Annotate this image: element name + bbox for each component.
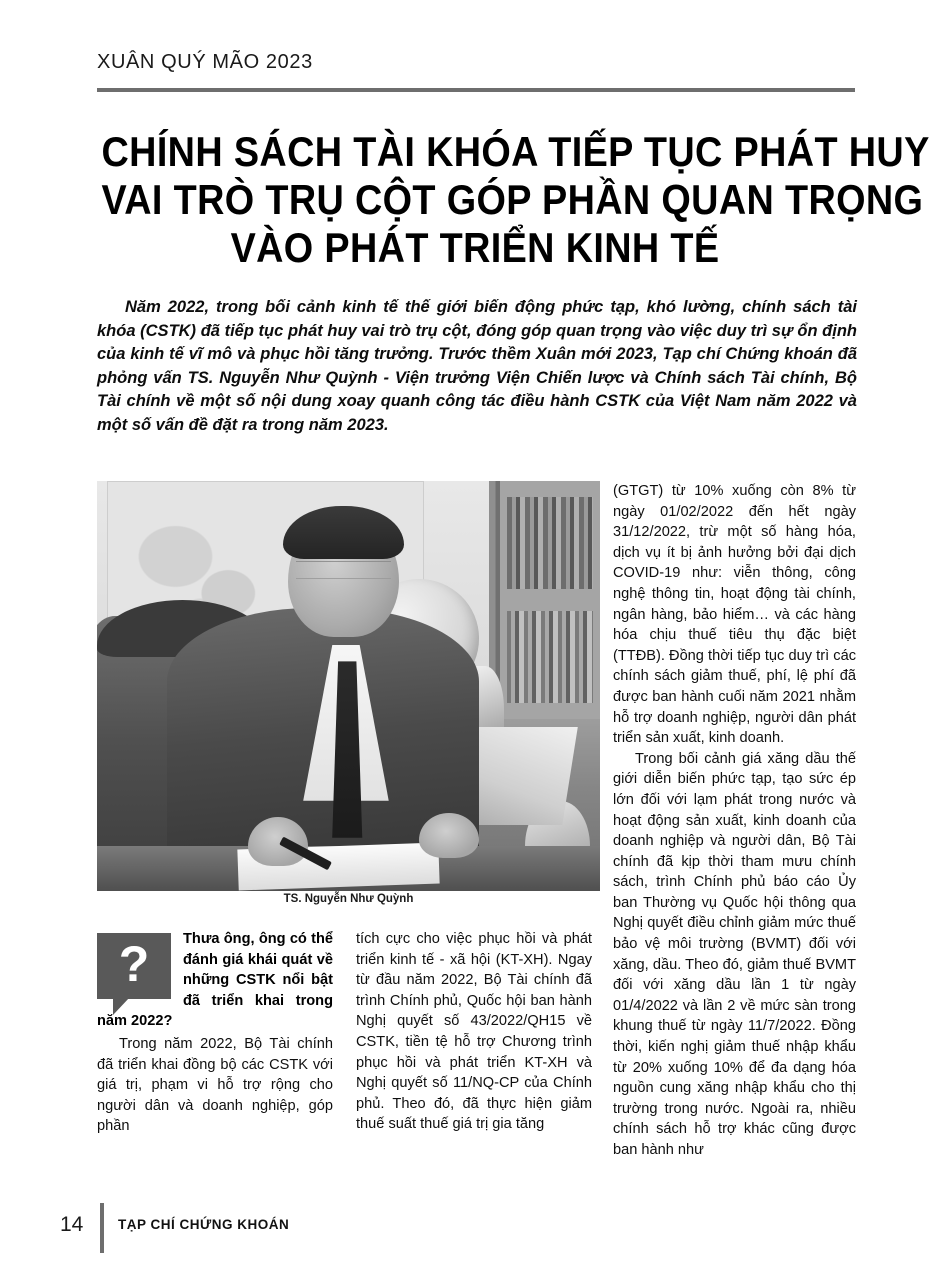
headline-line-2: VAI TRÒ TRỤ CỘT GÓP PHẦN QUAN TRỌNG xyxy=(101,176,924,223)
interview-question-text: Thưa ông, ông có thể đánh giá khái quát về những CSTK nổi bật đã triển khai trong năm 2022? xyxy=(97,931,333,1030)
body-column-left xyxy=(97,929,333,1137)
paragraph-text: (GTGT) từ 10% xuống còn 8% từ ngày 01/02/2022 đến hết ngày 31/12/2022, trừ một số hàng hóa, dịch vụ ít bị ảnh hưởng bởi đại dịch COVID-19 như: viễn thông, công nghệ thông tin, hoạt động tài chính, ngân hàng, bảo hiểm… và các hàng hóa chịu thuế tiêu thụ đặc biệt (TTĐB). Đồng thời tiếp tục duy trì các chính sách giảm thuế, phí, lệ phí đã được ban hành cuối năm 2021 nhằm hỗ trợ doanh nghiệp, người dân phát triển sản xuất, kinh doanh. xyxy=(613,483,856,747)
header-divider-rule xyxy=(97,88,855,92)
headline-line-3: VÀO PHÁT TRIỂN KINH TẾ xyxy=(230,224,720,271)
footer-divider-rule xyxy=(100,1203,104,1253)
publication-name: TẠP CHÍ CHỨNG KHOÁN xyxy=(118,1217,290,1232)
article-photo xyxy=(97,481,600,891)
interview-question-block xyxy=(97,929,333,1032)
paragraph xyxy=(613,481,856,749)
photo-subject-left-hand xyxy=(248,817,308,866)
article-headline xyxy=(60,128,930,272)
article-lead-paragraph xyxy=(97,296,857,437)
issue-kicker: XUÂN QUÝ MÃO 2023 xyxy=(97,51,313,73)
lead-text: Năm 2022, trong bối cảnh kinh tế thế giới biến động phức tạp, khó lường, chính sách tài khóa (CSTK) đã tiếp tục phát huy vai trò trụ cột, đóng góp quan trọng vào việc duy trì sự ổn định của kinh tế vĩ mô và phục hồi tăng trưởng. Trước thềm Xuân mới 2023, Tạp chí Chứng khoán đã phỏng vấn TS. Nguyễn Như Quỳnh - Viện trưởng Viện Chiến lược và Chính sách Tài chính, Bộ Tài chính về một số nội dung xoay quanh công tác điều hành CSTK của Việt Nam năm 2022 và một số vấn đề đặt ra trong năm 2023. xyxy=(97,298,857,434)
headline-line-1: CHÍNH SÁCH TÀI KHÓA TIẾP TỤC PHÁT HUY xyxy=(101,128,930,175)
portrait-photograph xyxy=(97,481,600,891)
paragraph xyxy=(613,749,856,1161)
paragraph xyxy=(356,929,592,1135)
photo-subject-glasses xyxy=(296,561,392,579)
question-mark-glyph: ? xyxy=(118,936,150,992)
page-number: 14 xyxy=(60,1213,84,1236)
speech-bubble-tail xyxy=(113,998,129,1015)
question-mark-speech-bubble-icon xyxy=(97,933,171,999)
paragraph-text: Trong năm 2022, Bộ Tài chính đã triển khai đồng bộ các CSTK với giá trị, phạm vi hỗ trợ rộng cho người dân và doanh nghiệp, góp phần xyxy=(97,1035,333,1135)
paragraph-text: Trong bối cảnh giá xăng dầu thế giới diễn biến phức tạp, tạo sức ép lớn đối với lạm phát trong nước và hoạt động sản xuất, kinh doanh của doanh nghiệp và người dân, Bộ Tài chính đã kịp thời tham mưu chính sách, trình Chính phủ báo cáo Ủy ban Thường vụ Quốc hội thông qua Nghị quyết điều chỉnh giảm mức thuế bảo vệ môi trường (BVMT) đối với xăng, dầu. Theo đó, giảm thuế BVMT đối với xăng dầu lần 1 từ ngày 01/4/2022 và lần 2 về mức sàn trong khung thuế từ ngày 11/7/2022. Đồng thời, kiến nghị giảm thuế nhập khẩu từ 20% xuống 10% để đa dạng hóa nguồn cung xăng nhập khẩu cho thị trường trong nước. Ngoài ra, nhiều chính sách hỗ trợ khác cũng được ban hành như xyxy=(613,750,856,1158)
photo-caption: TS. Nguyễn Như Quỳnh xyxy=(283,893,414,905)
paragraph xyxy=(97,1034,333,1137)
paragraph-text: tích cực cho việc phục hồi và phát triển kinh tế - xã hội (KT-XH). Ngay từ đầu năm 2022, Bộ Tài chính đã trình Chính phủ, Quốc hội ban hành Nghị quyết số 43/2022/QH15 về CSTK, tiền tệ hỗ trợ Chương trình phục hồi và phát triển KT-XH và Nghị quyết số 11/NQ-CP của Chính phủ. Theo đó, đã thực hiện giảm thuế suất thuế giá trị gia tăng xyxy=(356,931,592,1133)
body-column-middle xyxy=(356,929,592,1135)
body-column-right xyxy=(613,481,856,1161)
photo-bookshelf xyxy=(489,481,600,752)
